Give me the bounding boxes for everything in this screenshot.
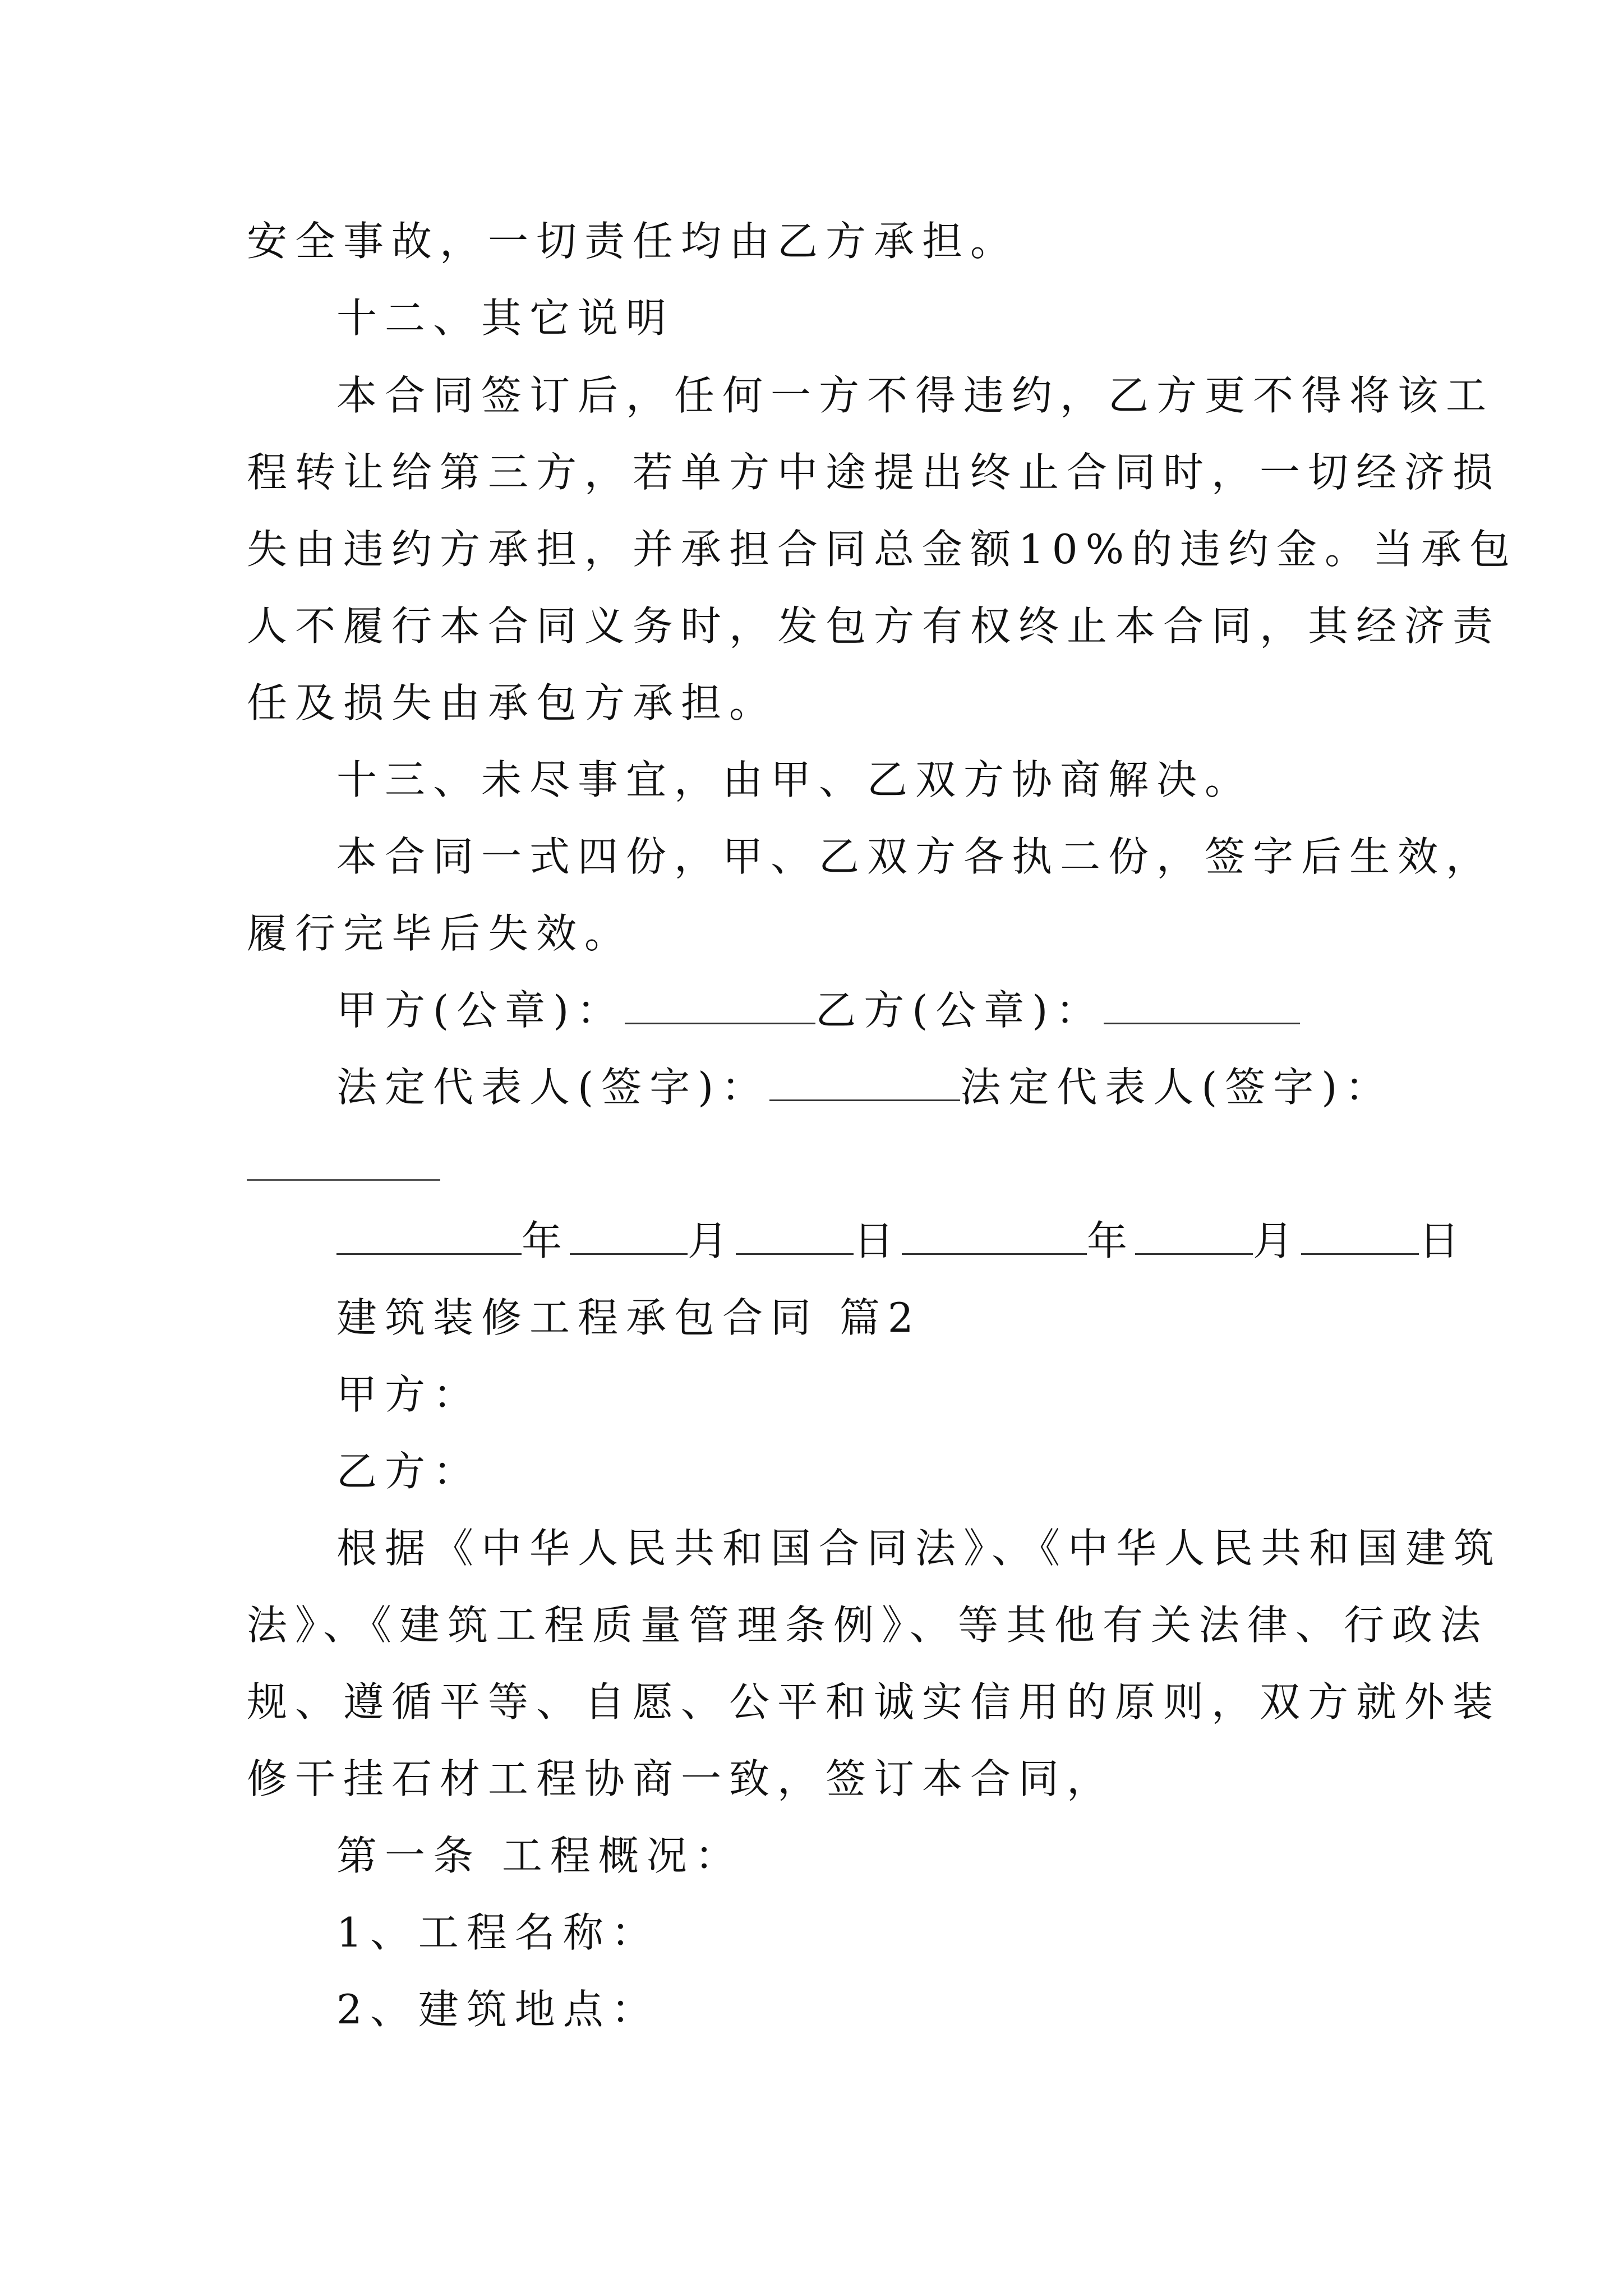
date-a-day-blank[interactable] <box>736 1220 854 1255</box>
date-b-month-blank[interactable] <box>1135 1220 1253 1255</box>
party-b-seal-label: 乙方(公章)： <box>815 987 1104 1034</box>
year-label: 年 <box>522 1217 570 1264</box>
rep-a-blank[interactable] <box>769 1066 960 1101</box>
paragraph-line: 法》、《建筑工程质量管理条例》、等其他有关法律、行政法 <box>247 1602 1489 1649</box>
list-item: 1、工程名称： <box>336 1909 660 1956</box>
paragraph-line: 任及损失由承包方承担。 <box>247 679 778 726</box>
paragraph-line: 修干挂石材工程协商一致，签订本合同， <box>247 1755 1115 1802</box>
party-a-seal-label: 甲方(公章)： <box>336 987 625 1034</box>
month-label: 月 <box>1253 1217 1302 1264</box>
party-a-seal-blank[interactable] <box>625 989 815 1024</box>
date-a-month-blank[interactable] <box>570 1220 688 1255</box>
day-label: 日 <box>1419 1217 1468 1264</box>
paragraph-line: 根据《中华人民共和国合同法》、《中华人民共和国建筑 <box>336 1525 1502 1572</box>
day-label: 日 <box>854 1217 902 1264</box>
paragraph-line: 本合同一式四份，甲、乙双方各执二份，签字后生效， <box>336 833 1495 880</box>
seal-line <box>336 985 1300 1036</box>
paragraph-line: 履行完毕后失效。 <box>247 910 633 957</box>
date-b-day-blank[interactable] <box>1301 1220 1419 1255</box>
year-label: 年 <box>1087 1217 1136 1264</box>
list-item: 2、建筑地点： <box>336 1986 660 2033</box>
paragraph-line: 安全事故，一切责任均由乙方承担。 <box>247 218 1019 265</box>
party-a-line: 甲方： <box>336 1371 482 1418</box>
paragraph-line: 程转让给第三方，若单方中途提出终止合同时，一切经济损 <box>247 449 1501 496</box>
date-line <box>336 1216 1467 1266</box>
party-b-line: 乙方： <box>336 1448 482 1495</box>
date-a-year-blank[interactable] <box>336 1220 522 1255</box>
paragraph-line: 失由违约方承担，并承担合同总金额10%的违约金。当承包 <box>247 526 1518 573</box>
date-b-year-blank[interactable] <box>902 1220 1087 1255</box>
rep-a-label: 法定代表人(签字)： <box>336 1064 770 1111</box>
section-heading-13: 十三、未尽事宜，由甲、乙双方协商解决。 <box>336 756 1253 803</box>
paragraph-line: 本合同签订后，任何一方不得违约，乙方更不得将该工 <box>336 372 1495 419</box>
paragraph-line: 规、遵循平等、自愿、公平和诚实信用的原则，双方就外装 <box>247 1678 1501 1726</box>
rep-b-label: 法定代表人(签字)： <box>960 1064 1394 1111</box>
party-b-seal-blank[interactable] <box>1104 989 1300 1024</box>
representative-line <box>336 1062 1393 1112</box>
paragraph-line: 人不履行本合同义务时，发包方有权终止本合同，其经济责 <box>247 602 1501 650</box>
month-label: 月 <box>688 1217 736 1264</box>
article-heading: 第一条 工程概况： <box>336 1832 743 1879</box>
section-heading-12: 十二、其它说明 <box>336 295 675 342</box>
rep-b-blank[interactable] <box>247 1179 440 1181</box>
section-title: 建筑装修工程承包合同 篇2 <box>336 1294 921 1341</box>
